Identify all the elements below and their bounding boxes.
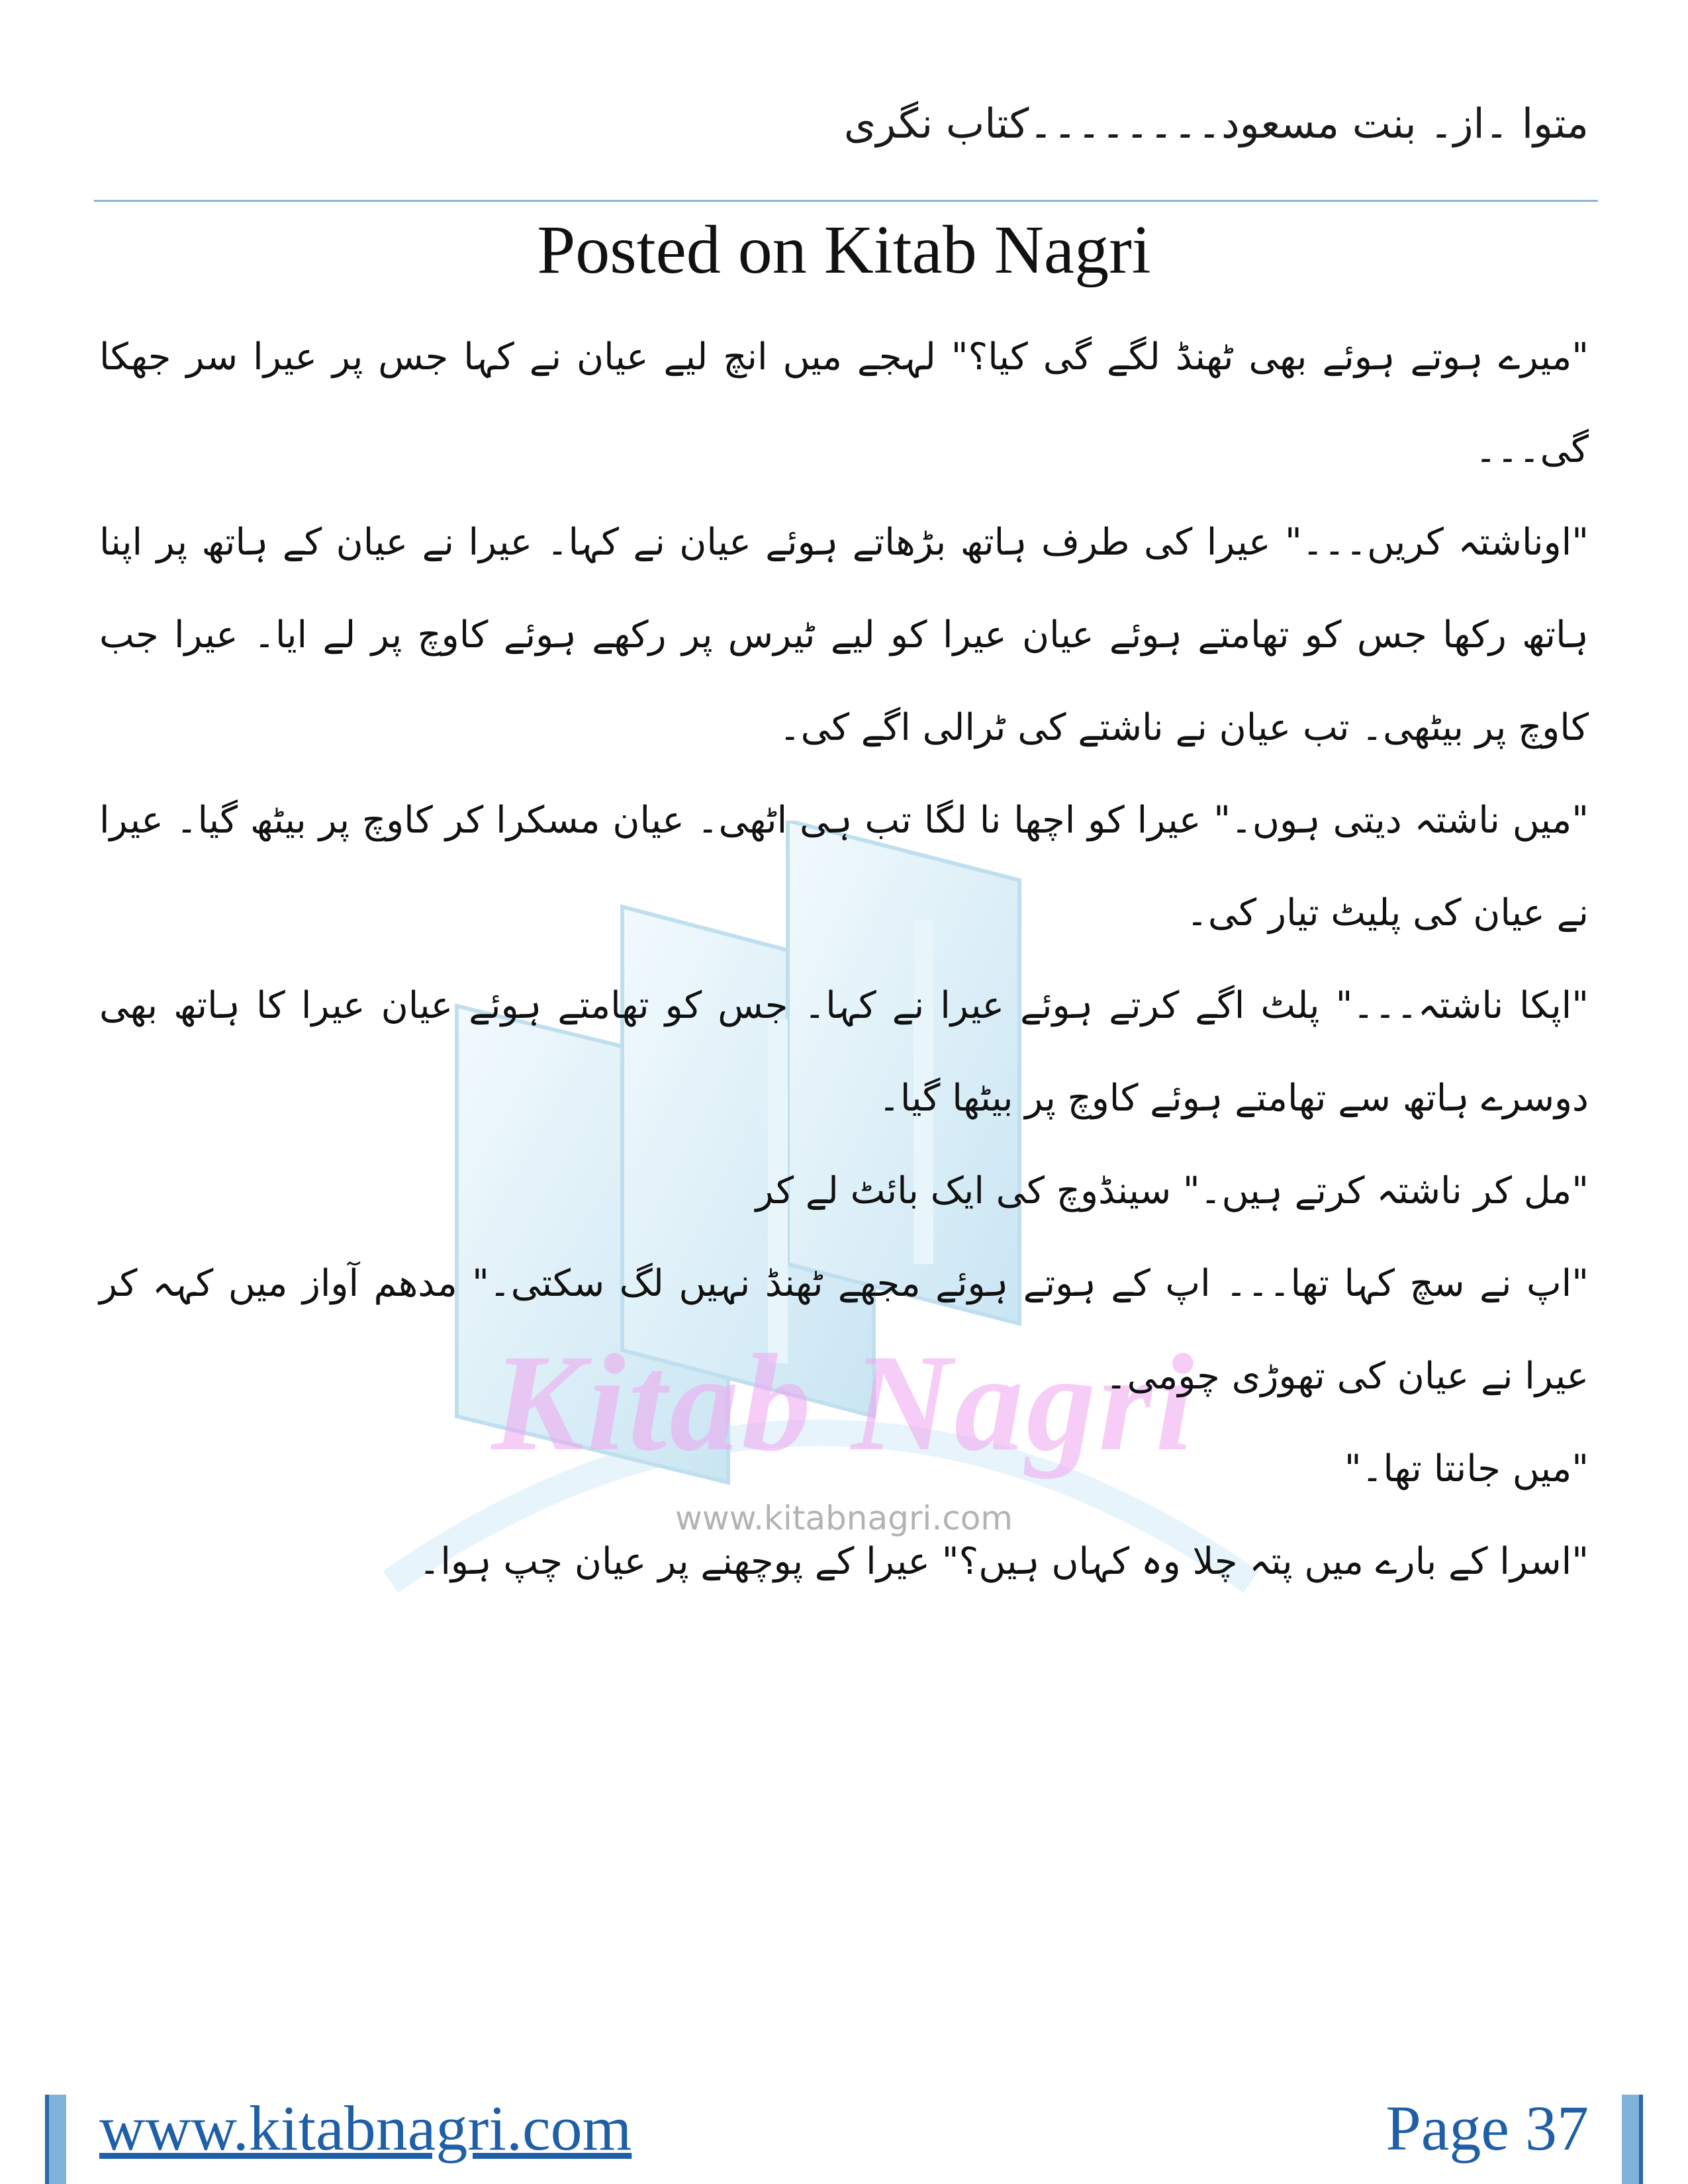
header-divider	[94, 200, 1598, 202]
url-watermark-text: www.kitabnagri.com	[675, 1499, 1013, 1537]
posted-banner: Posted on Kitab Nagri	[537, 212, 1151, 288]
paragraph: "میں جانتا تھا۔"	[1344, 1447, 1589, 1490]
brand-watermark-text: Kitab Nagri	[491, 1326, 1197, 1480]
paragraph: "اپ نے سچ کہا تھا۔۔۔ اپ کے ہوتے ہوئے مجھے ٹھنڈ نہیں لگ سکتی۔" مدھم آواز میں کہہ کر عیرا نے عیان کی تھوڑی چومی۔	[99, 1262, 1589, 1398]
page-number: Page 37	[1385, 2093, 1589, 2163]
website-link[interactable]: www.kitabnagri.com	[99, 2093, 632, 2163]
paragraph: "میں ناشتہ دیتی ہوں۔" عیرا کو اچھا نا لگا تب ہی اٹھی۔ عیان مسکرا کر کاوچ پر بیٹھ گیا۔ عیرا نے عیان کی پلیٹ تیار کی۔	[99, 799, 1589, 934]
footer-left-bar	[45, 2095, 66, 2184]
footer-right-bar	[1622, 2095, 1643, 2184]
paragraph: "مل کر ناشتہ کرتے ہیں۔" سینڈوچ کی ایک بائٹ لے کر	[755, 1169, 1589, 1212]
paragraph: "اوناشتہ کریں۔۔۔" عیرا کی طرف ہاتھ بڑھاتے ہوئے عیان نے کہا۔ عیرا نے عیان کے ہاتھ پر اپنا ہاتھ رکھا جس کو تھامتے ہوئے عیان عیرا کو لیے ٹیرس پر رکھے ہوئے کاوچ پر لے ایا۔ عیرا جب کاوچ پر بیٹھی۔ تب عیان نے ناشتے کی ٹرالی اگے کی۔	[99, 521, 1589, 749]
story-body	[99, 311, 1589, 1608]
paragraph: "اپکا ناشتہ۔۔۔" پلٹ اگے کرتے ہوئے عیرا نے کہا۔ جس کو تھامتے ہوئے عیان عیرا کا ہاتھ بھی دوسرے ہاتھ سے تھامتے ہوئے کاوچ پر بیٹھا گیا۔	[99, 984, 1589, 1120]
paragraph: "اسرا کے بارے میں پتہ چلا وہ کہاں ہیں؟" عیرا کے پوچھنے پر عیان چپ ہوا۔	[418, 1540, 1589, 1583]
running-header: متوا ۔از۔ بنت مسعود۔۔۔۔۔۔۔۔کتاب نگری	[843, 99, 1589, 148]
paragraph: "میرے ہوتے ہوئے بھی ٹھنڈ لگے گی کیا؟" لہجے میں انچ لیے عیان نے کہا جس پر عیرا سر جھکا گی۔۔۔	[99, 336, 1589, 471]
